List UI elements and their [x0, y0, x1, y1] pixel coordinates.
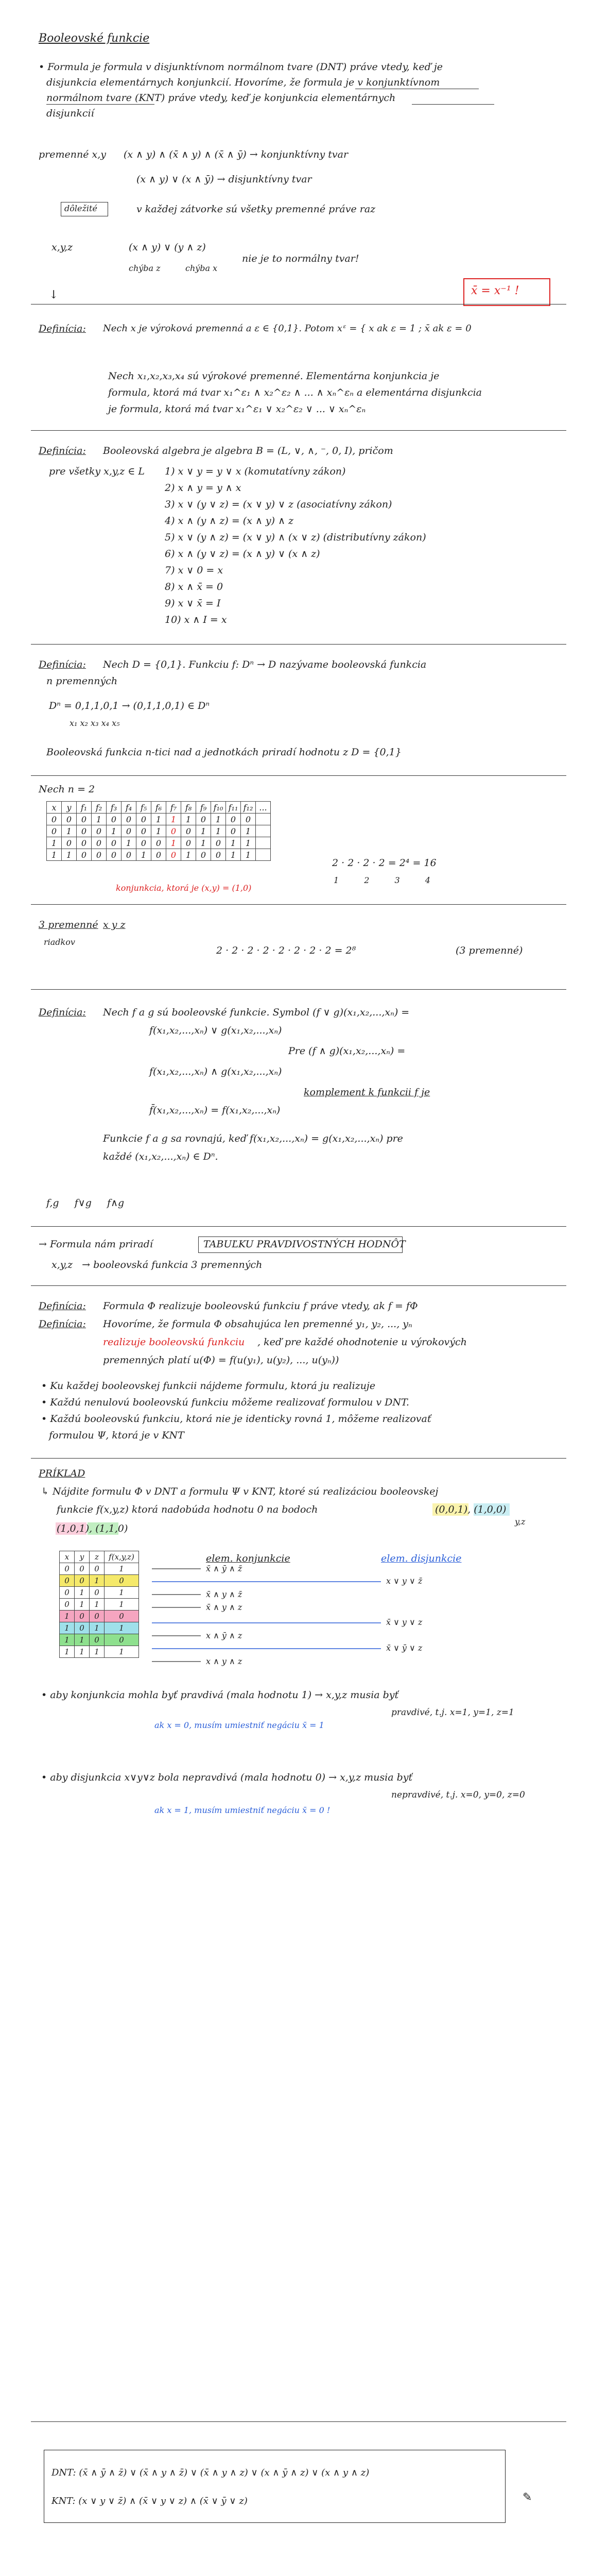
table-cell: 1 [181, 814, 196, 825]
table-cell: 0 [196, 849, 211, 861]
table-header-cell: f₁₁ [226, 802, 241, 814]
section-divider [31, 1458, 566, 1459]
formula-box-text: TABUĽKU PRAVDIVOSTNÝCH HODNÔT [203, 1239, 406, 1250]
definition-label: Definícia: [39, 659, 86, 670]
section-divider [31, 989, 566, 990]
boolean-law: 7) x ∨ 0 = x [165, 565, 223, 576]
def3-line: Booleovská funkcia n-tici nad a jednotkách priradí hodnotu z D = {0,1} [46, 747, 402, 758]
three-vars-vars: x y z [103, 919, 126, 930]
table-cell: 0 [90, 1563, 105, 1575]
table-header-cell: x [60, 1551, 75, 1563]
def3-text: Nech D = {0,1}. Funkciu f: Dⁿ → D nazývame booleovská funkcia [103, 659, 427, 670]
note-label: dôležité [64, 204, 97, 213]
table-cell: 1 [75, 1599, 90, 1611]
bullet-1: • Ku každej booleovskej funkcii nájdeme formulu, ktorá ju realizuje [41, 1380, 376, 1392]
table-cell: 1 [47, 849, 62, 861]
table-cell: 1 [105, 1646, 139, 1658]
table-cell: 1 [107, 825, 121, 837]
table-cell: 1 [47, 837, 62, 849]
elementary-conjunction: x ∧ y ∧ z [206, 1656, 242, 1666]
table-cell: 1 [181, 849, 196, 861]
table-cell: 0 [90, 1587, 105, 1599]
boolean-law: 6) x ∧ (y ∨ z) = (x ∧ y) ∨ (x ∧ z) [165, 548, 320, 560]
table-cell: 1 [211, 814, 226, 825]
table-cell: 0 [226, 814, 241, 825]
table-cell: 1 [211, 825, 226, 837]
bullet-2: • Každú nenulovú booleovskú funkciu môžeme realizovať formulou v DNT. [41, 1397, 409, 1408]
table-header-cell: f₂ [92, 802, 107, 814]
table-row [60, 1611, 139, 1622]
pen-icon: ✎ [523, 2491, 532, 2504]
truth-table-n2 [46, 801, 271, 861]
table-header-cell: f₅ [136, 802, 151, 814]
boolean-law: 2) x ∧ y = y ∧ x [165, 482, 241, 494]
table-cell: 1 [166, 837, 181, 849]
def1-text: Nech x je výroková premenná a ε ∈ {0,1}. Potom xᵋ = { x ak ε = 1 ; x̄ ak ε = 0 [103, 323, 472, 334]
underline [412, 104, 494, 105]
conjunctive-example: (x ∧ y) ∧ (x̄ ∧ y) ∧ (x̄ ∧ ȳ) → konjunktívny tvar [124, 149, 349, 160]
table-cell: 1 [90, 1599, 105, 1611]
section-divider [31, 904, 566, 905]
section-divider [31, 1226, 566, 1227]
table-cell: 0 [136, 837, 151, 849]
section-divider [31, 644, 566, 645]
definition-label: Definícia: [39, 323, 86, 334]
table-header-cell: f₁ [77, 802, 92, 814]
premenne-label: premenné x,y [39, 149, 106, 160]
formula-line-2: x,y,z → booleovská funkcia 3 premenných [51, 1259, 263, 1270]
table-cell: 0 [107, 837, 121, 849]
elementary-disjunction: x̄ ∨ ȳ ∨ z [386, 1643, 423, 1653]
table-cell: 0 [121, 825, 136, 837]
note-2: • aby disjunkcia x∨y∨z bola nepravdivá (mala hodnotu 0) → x,y,z musia byť [41, 1772, 413, 1783]
table-header-cell: z [90, 1551, 105, 1563]
table-cell: 1 [92, 814, 107, 825]
count-three-vars-note: (3 premenné) [456, 945, 523, 956]
table-cell: 0 [151, 849, 166, 861]
red-annotation: konjunkcia, ktorá je (x,y) = (1,0) [116, 883, 252, 893]
table-cell: 0 [77, 849, 92, 861]
table-cell: 1 [105, 1599, 139, 1611]
table-row [60, 1646, 139, 1658]
red-formula: x̄ = x⁻¹ ! [471, 284, 519, 297]
table-cell [256, 814, 271, 825]
table-cell: 0 [211, 849, 226, 861]
boolean-law: 8) x ∧ x̄ = 0 [165, 581, 223, 592]
table-cell: 1 [75, 1587, 90, 1599]
table-cell: 1 [226, 837, 241, 849]
table1-label: Nech n = 2 [39, 784, 95, 795]
elementary-disjunction: x̄ ∨ y ∨ z [386, 1617, 423, 1627]
table-header-cell: y [75, 1551, 90, 1563]
table-cell: 0 [151, 837, 166, 849]
table-cell: 1 [151, 814, 166, 825]
underline [46, 104, 154, 105]
table-cell [256, 837, 271, 849]
definition-label-2: Definícia: [39, 1318, 86, 1330]
elementary-conjunction: x ∧ ȳ ∧ z [206, 1631, 242, 1640]
intro-line-4: disjunkcií [46, 108, 94, 119]
table-cell: 1 [136, 849, 151, 861]
def4-line-5: komplement k funkcii f je [304, 1087, 430, 1098]
final-dnt: DNT: (x̄ ∧ ȳ ∧ z̄) ∨ (x̄ ∧ y ∧ z̄) ∨ (x̄ ∧ y ∧ z) ∨ (x ∧ ȳ ∧ z) ∨ (x ∧ y ∧ z) [51, 2467, 370, 2478]
disjunctive-example: (x ∧ y) ∨ (x ∧ ȳ) → disjunktívny tvar [136, 174, 312, 185]
table-header-cell: f₁₀ [211, 802, 226, 814]
elementary-disjunction: x ∨ y ∨ z̄ [386, 1576, 423, 1586]
def4-line-4: f(x₁,x₂,...,xₙ) ∧ g(x₁,x₂,...,xₙ) [149, 1066, 282, 1077]
table-header-cell: f₃ [107, 802, 121, 814]
section-divider [31, 1285, 566, 1286]
table-cell: 1 [60, 1622, 75, 1634]
def5-red-text: realizuje booleovskú funkciu [103, 1336, 245, 1348]
def4-line-7: Funkcie f a g sa rovnajú, keď f(x₁,x₂,...,xₙ) = g(x₁,x₂,...,xₙ) pre [103, 1133, 403, 1144]
def4-line-1: Nech f a g sú booleovské funkcie. Symbol (f ∨ g)(x₁,x₂,...,xₙ) = [103, 1007, 410, 1018]
note-1b: pravdivé, t.j. x=1, y=1, z=1 [391, 1707, 514, 1718]
boolean-law: 1) x ∨ y = y ∨ x (komutatívny zákon) [165, 466, 346, 477]
table-cell: 1 [75, 1646, 90, 1658]
def3-text-2: n premenných [46, 675, 118, 687]
table-cell: 1 [241, 825, 256, 837]
def5-line-2: Hovoríme, že formula Φ obsahujúca len premenné y₁, y₂, ..., yₙ [103, 1318, 412, 1330]
boolean-law: 3) x ∨ (y ∨ z) = (x ∨ y) ∨ z (asociatívny zákon) [165, 499, 392, 510]
note-2c: ak x = 1, musím umiestniť negáciu x̄ = 0 ! [154, 1805, 331, 1815]
boolean-law: 4) x ∧ (y ∧ z) = (x ∧ y) ∧ z [165, 515, 294, 527]
intro-line-1: • Formula je formula v disjunktívnom normálnom tvare (DNT) práve vtedy, keď je [39, 61, 443, 73]
table-cell: 1 [241, 849, 256, 861]
note-1c: ak x = 0, musím umiestniť negáciu x̄ = 1 [154, 1720, 324, 1730]
table-row [47, 814, 271, 825]
section-divider [31, 430, 566, 431]
table-cell: 0 [181, 837, 196, 849]
example-points: (0,0,1), (1,0,0) [435, 1504, 507, 1515]
table-header-cell: f₈ [181, 802, 196, 814]
table-cell: 1 [196, 837, 211, 849]
boolean-law: 10) x ∧ I = x [165, 614, 227, 625]
table-cell: 1 [90, 1622, 105, 1634]
table-row [60, 1622, 139, 1634]
elementary-conjunction: x̄ ∧ ȳ ∧ z̄ [206, 1564, 242, 1573]
table-cell: 1 [62, 849, 77, 861]
table-cell: 0 [77, 825, 92, 837]
table-cell: 0 [92, 849, 107, 861]
intro-line-3: normálnom tvare (KNT) práve vtedy, keď je konjunkcia elementárnych [46, 92, 396, 104]
example-points-2: (1,0,1), (1,1,0) [57, 1523, 128, 1534]
bullet-4: formulou Ψ, ktorá je v KNT [49, 1430, 184, 1441]
section-divider [31, 775, 566, 776]
fg-line: f,g f∨g f∧g [46, 1197, 125, 1209]
table-cell: 0 [75, 1563, 90, 1575]
def3-example-sub: x₁ x₂ x₃ x₄ x₅ [69, 718, 120, 728]
table-cell: 0 [77, 814, 92, 825]
table-cell: 0 [211, 837, 226, 849]
xyz-label: x,y,z [51, 242, 73, 253]
definition-label: Definícia: [39, 1007, 86, 1018]
note-text: v každej zátvorke sú všetky premenné práve raz [136, 204, 376, 215]
definition-label: Definícia: [39, 445, 86, 456]
table-row [47, 837, 271, 849]
table-cell: 0 [105, 1575, 139, 1587]
note-2b: nepravdivé, t.j. x=0, y=0, z=0 [391, 1790, 525, 1800]
truth-table-example [59, 1551, 139, 1658]
down-arrow-icon: ↓ [49, 289, 59, 301]
def4-line-6: f̄(x₁,x₂,...,xₙ) = f(x₁,x₂,...,xₙ) [149, 1105, 281, 1116]
table-row [60, 1587, 139, 1599]
boolean-law: 9) x ∨ x̄ = I [165, 598, 221, 609]
count-two-vars-sub: 1 2 3 4 [334, 875, 442, 885]
page-title: Booleovské funkcie [39, 32, 150, 45]
table-header-cell: f₆ [151, 802, 166, 814]
table-cell: 0 [75, 1575, 90, 1587]
table-cell: 0 [136, 825, 151, 837]
def5-line-1: Formula Φ realizuje booleovskú funkciu f práve vtedy, ak f = fΦ [103, 1300, 418, 1312]
table-cell: 1 [151, 825, 166, 837]
table-cell: 1 [75, 1634, 90, 1646]
count-two-vars: 2 · 2 · 2 · 2 = 2⁴ = 16 [332, 857, 437, 869]
table-cell: 0 [105, 1634, 139, 1646]
non-normal-expr: (x ∧ y) ∨ (y ∧ z) [129, 242, 206, 253]
table-cell: 0 [90, 1634, 105, 1646]
table-cell: 0 [47, 814, 62, 825]
table-cell: 0 [75, 1622, 90, 1634]
def1-line-3: formula, ktorá má tvar x₁^ε₁ ∧ x₂^ε₂ ∧ ... ∧ xₙ^εₙ a elementárna disjunkcia [108, 387, 482, 398]
conj-header: elem. konjunkcie [206, 1553, 290, 1564]
table-header-cell: f₇ [166, 802, 181, 814]
table-header-cell: y [62, 802, 77, 814]
def4-line-3: Pre (f ∧ g)(x₁,x₂,...,xₙ) = [288, 1045, 406, 1057]
def3-example: Dⁿ = 0,1,1,0,1 → (0,1,1,0,1) ∈ Dⁿ [49, 700, 210, 711]
table-cell [256, 825, 271, 837]
table-cell: 0 [47, 825, 62, 837]
final-knt: KNT: (x ∨ y ∨ z̄) ∧ (x̄ ∨ y ∨ z) ∧ (x̄ ∨ ȳ ∨ z) [51, 2496, 248, 2506]
table-cell: 1 [105, 1622, 139, 1634]
boolean-law: 5) x ∨ (y ∧ z) = (x ∨ y) ∧ (x ∨ z) (distributívny zákon) [165, 532, 426, 543]
table-cell: 0 [75, 1611, 90, 1622]
table-cell: 0 [226, 825, 241, 837]
def2-text: Booleovská algebra je algebra B = (L, ∨, ∧, ⁻, 0, I), pričom [103, 445, 393, 456]
table-row [60, 1575, 139, 1587]
table-cell: 1 [90, 1646, 105, 1658]
def4-line-2: f(x₁,x₂,...,xₙ) ∨ g(x₁,x₂,...,xₙ) [149, 1025, 282, 1036]
missing-z: chýba z [129, 263, 161, 273]
table-cell: 0 [62, 837, 77, 849]
table-cell: 0 [181, 825, 196, 837]
table-cell: 0 [92, 825, 107, 837]
table-cell: 0 [136, 814, 151, 825]
table-header-cell: f₉ [196, 802, 211, 814]
def5-line-4: premenných platí u(Φ) = f(u(y₁), u(y₂), ..., u(yₙ)) [103, 1354, 339, 1366]
table-cell: 1 [166, 814, 181, 825]
def1-line-4: je formula, ktorá má tvar x₁^ε₁ ∨ x₂^ε₂ ∨ ... ∨ xₙ^εₙ [108, 403, 366, 415]
disj-header: elem. disjunkcie [381, 1553, 462, 1564]
table-cell: 0 [92, 837, 107, 849]
table-cell: 1 [105, 1563, 139, 1575]
table-cell: 1 [226, 849, 241, 861]
table-cell: 1 [241, 837, 256, 849]
table-header-cell: f₁₂ [241, 802, 256, 814]
table-cell: 1 [90, 1575, 105, 1587]
table-header-cell: x [47, 802, 62, 814]
example-label: PRÍKLAD [39, 1468, 85, 1479]
table-cell: 1 [62, 825, 77, 837]
table-cell: 0 [60, 1563, 75, 1575]
def4-line-8: každé (x₁,x₂,...,xₙ) ∈ Dⁿ. [103, 1151, 218, 1162]
table-row [47, 825, 271, 837]
table-cell: 1 [60, 1611, 75, 1622]
table-cell: 1 [60, 1646, 75, 1658]
bullet-3: • Každú booleovskú funkciu, ktorá nie je identicky rovná 1, môžeme realizovať [41, 1413, 431, 1425]
def2-forall: pre všetky x,y,z ∈ L [49, 466, 145, 477]
table-row [60, 1563, 139, 1575]
intro-line-2: disjunkcia elementárnych konjunkcií. Hovoríme, že formula je v konjunktívnom [46, 77, 440, 88]
normal-form-question: nie je to normálny tvar! [242, 253, 359, 264]
table-cell: 0 [60, 1575, 75, 1587]
table-cell: 0 [121, 814, 136, 825]
example-side: y,z [515, 1517, 526, 1527]
example-line-1: ↳ Nájdite formulu Φ v DNT a formulu Ψ v KNT, ktoré sú realizáciou booleovskej [41, 1486, 439, 1497]
definition-label: Definícia: [39, 1300, 86, 1312]
three-vars-label: 3 premenné [39, 919, 98, 930]
table-header-cell: ... [256, 802, 271, 814]
example-line-2: funkcie f(x,y,z) ktorá nadobúda hodnotu 0 na bodoch [57, 1504, 318, 1515]
def5-line-3: , keď pre každé ohodnotenie u výrokových [257, 1336, 467, 1348]
table-cell: 0 [60, 1587, 75, 1599]
def1-line-2: Nech x₁,x₂,x₃,x₄ sú výrokové premenné. Elementárna konjunkcia je [108, 370, 440, 382]
table-row [60, 1599, 139, 1611]
table-cell: 0 [90, 1611, 105, 1622]
table-cell: 0 [60, 1599, 75, 1611]
table-header-cell: f(x,y,z) [105, 1551, 139, 1563]
table-cell: 0 [107, 814, 121, 825]
table-cell: 1 [196, 825, 211, 837]
final-answer-box [44, 2450, 506, 2523]
table-cell: 1 [60, 1634, 75, 1646]
table-header-cell: f₄ [121, 802, 136, 814]
table-cell: 0 [166, 825, 181, 837]
table-cell: 0 [166, 849, 181, 861]
formula-line-1: → Formula nám priradí [39, 1239, 153, 1250]
table-row [47, 849, 271, 861]
table-cell: 1 [121, 837, 136, 849]
elementary-conjunction: x̄ ∧ y ∧ z̄ [206, 1589, 242, 1599]
table-cell: 1 [105, 1587, 139, 1599]
section-divider [31, 2421, 566, 2422]
table-cell: 0 [121, 849, 136, 861]
note-1: • aby konjunkcia mohla byť pravdivá (mala hodnotu 1) → x,y,z musia byť [41, 1689, 399, 1701]
table-cell: 0 [196, 814, 211, 825]
elementary-conjunction: x̄ ∧ y ∧ z [206, 1602, 242, 1612]
missing-x: chýba x [185, 263, 218, 273]
table-row [60, 1634, 139, 1646]
table-cell: 0 [62, 814, 77, 825]
table-cell [256, 849, 271, 861]
three-vars-sub: riadkov [44, 937, 75, 947]
table-cell: 0 [105, 1611, 139, 1622]
table-cell: 0 [77, 837, 92, 849]
table-cell: 0 [241, 814, 256, 825]
count-three-vars: 2 · 2 · 2 · 2 · 2 · 2 · 2 · 2 = 2⁸ [216, 945, 356, 956]
table-cell: 0 [107, 849, 121, 861]
